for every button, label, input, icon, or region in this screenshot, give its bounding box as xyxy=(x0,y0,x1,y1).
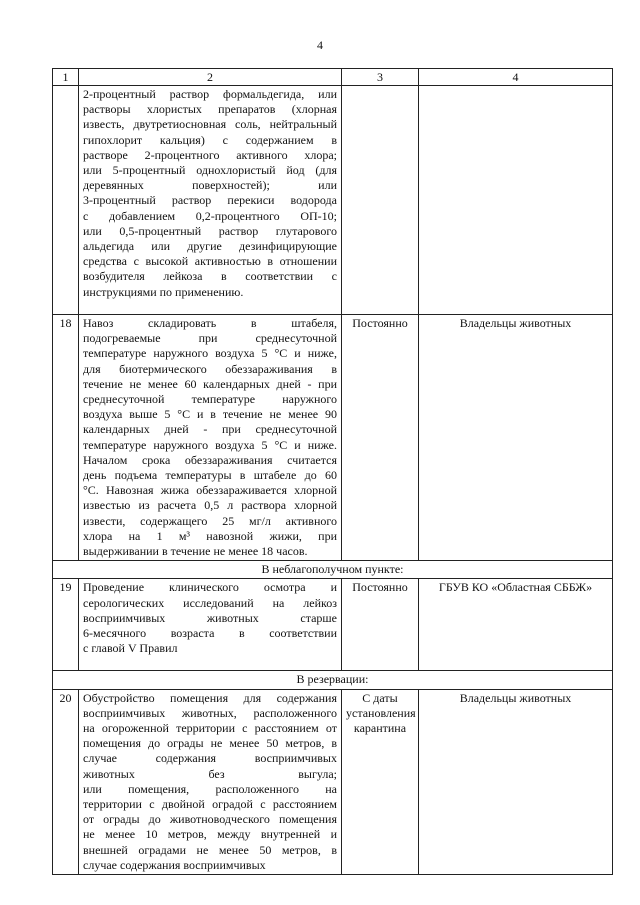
row-responsible xyxy=(419,86,613,315)
text-line: день подъема температуры в штабеле до 60 xyxy=(83,468,337,483)
text-line: растворе 2-процентного активного хлора; xyxy=(83,147,337,162)
row-number: 18 xyxy=(53,315,79,561)
row-responsible: Владельцы животных xyxy=(419,689,613,874)
text-line: 6-месячного возраста в соответствии xyxy=(83,626,337,641)
row-text xyxy=(79,315,342,561)
row-number xyxy=(53,86,79,315)
header-col-2: 2 xyxy=(79,69,342,86)
text-line: хлора на 1 м³ навозной жижи, при xyxy=(83,528,337,543)
text-line: от ограды до животноводческого помещения xyxy=(83,812,337,827)
text-line: с главой V Правил xyxy=(83,641,178,656)
text-line: с добавлением 0,2-процентного ОП-10; xyxy=(83,208,337,223)
row-responsible: ГБУВ КО «Областная СББЖ» xyxy=(419,579,613,671)
text-line: 3-процентный раствор перекиси водорода xyxy=(83,193,337,208)
table-row xyxy=(53,315,613,561)
text-line: °С. Навозная жижа обеззараживается хлорной xyxy=(83,483,337,498)
text-line: или 5-процентный однохлористый йод (для xyxy=(83,163,337,178)
text-line: воздуха выше 5 °С и в течение не менее 90 xyxy=(83,407,337,422)
row-text xyxy=(79,579,342,671)
text-line: восприимчивых животных, расположенного xyxy=(83,705,337,720)
text-line: температуре наружного воздуха 5 °С и ниже, xyxy=(83,346,337,361)
row-text xyxy=(79,86,342,315)
measures-table xyxy=(52,68,613,875)
header-row xyxy=(53,69,613,86)
text-line: Обустройство помещения для содержания xyxy=(83,690,337,705)
text-line: внешней оградами не менее 50 метров, в xyxy=(83,842,337,857)
row-number: 20 xyxy=(53,689,79,874)
row-term: Постоянно xyxy=(342,579,419,671)
header-col-3: 3 xyxy=(342,69,419,86)
header-col-1: 1 xyxy=(53,69,79,86)
row-term xyxy=(342,86,419,315)
section-row xyxy=(53,561,613,579)
section-heading: В неблагополучном пункте: xyxy=(53,561,613,579)
text-line: календарных дней - при среднесуточной xyxy=(83,422,337,437)
text-line: деревянных поверхностей); или xyxy=(83,178,337,193)
text-line: территории с двойной оградой с расстоянием xyxy=(83,797,337,812)
row-term: С даты установления карантина xyxy=(342,689,419,874)
text-line: подогреваемые при среднесуточной xyxy=(83,331,337,346)
text-line: восприимчивых животных старше xyxy=(83,610,337,625)
text-line: средства с высокой активностью в отношении xyxy=(83,254,337,269)
text-line: случае содержания восприимчивых xyxy=(83,857,266,872)
text-line: известью из расчета 0,5 л раствора хлорной xyxy=(83,498,337,513)
text-line: на огороженной территории с расстоянием от xyxy=(83,721,337,736)
text-line: 2-процентный раствор формальдегида, или xyxy=(83,87,337,101)
text-line: Началом срока обеззараживания считается xyxy=(83,452,337,467)
text-line: или помещения, расположенного на xyxy=(83,781,337,796)
text-line: температуре наружного воздуха 5 °С и ниже. xyxy=(83,437,337,452)
text-line: случае содержания восприимчивых xyxy=(83,751,337,766)
table-row xyxy=(53,689,613,874)
text-line: альдегида или другие дезинфицирующие xyxy=(83,239,337,254)
row-text xyxy=(79,689,342,874)
text-line: помещения до ограды не менее 50 метров, в xyxy=(83,736,337,751)
table-row xyxy=(53,86,613,315)
text-line: извести, содержащего 25 мг/л активного xyxy=(83,513,337,528)
row-term: Постоянно xyxy=(342,315,419,561)
text-line: возбудителя лейкоза в соответствии с xyxy=(83,269,337,284)
text-line: инструкциями по применению. xyxy=(83,284,244,299)
text-line: среднесуточной температуре наружного xyxy=(83,392,337,407)
text-line: животных без выгула; xyxy=(83,766,337,781)
text-line: или 0,5-процентный раствор глутарового xyxy=(83,223,337,238)
section-heading: В резервации: xyxy=(53,671,613,689)
text-line: гипохлорит кальция) с содержанием в xyxy=(83,132,337,147)
text-line: серологических исследований на лейкоз xyxy=(83,595,337,610)
text-line: Проведение клинического осмотра и xyxy=(83,580,337,595)
text-line: не менее 10 метров, между внутренней и xyxy=(83,827,337,842)
text-line: течение не менее 60 календарных дней - при xyxy=(83,376,337,391)
header-col-4: 4 xyxy=(419,69,613,86)
text-line: известь, двутретиосновная соль, нейтральный xyxy=(83,117,337,132)
section-row xyxy=(53,671,613,689)
text-line: выдерживании в течение не менее 18 часов. xyxy=(83,544,308,559)
text-line: растворы хлористых препаратов (хлорная xyxy=(83,102,337,117)
table-row xyxy=(53,579,613,671)
text-line: Навоз складировать в штабеля, xyxy=(83,316,337,330)
page-number: 4 xyxy=(317,38,323,52)
row-number: 19 xyxy=(53,579,79,671)
row-responsible: Владельцы животных xyxy=(419,315,613,561)
text-line: для биотермического обеззараживания в xyxy=(83,361,337,376)
